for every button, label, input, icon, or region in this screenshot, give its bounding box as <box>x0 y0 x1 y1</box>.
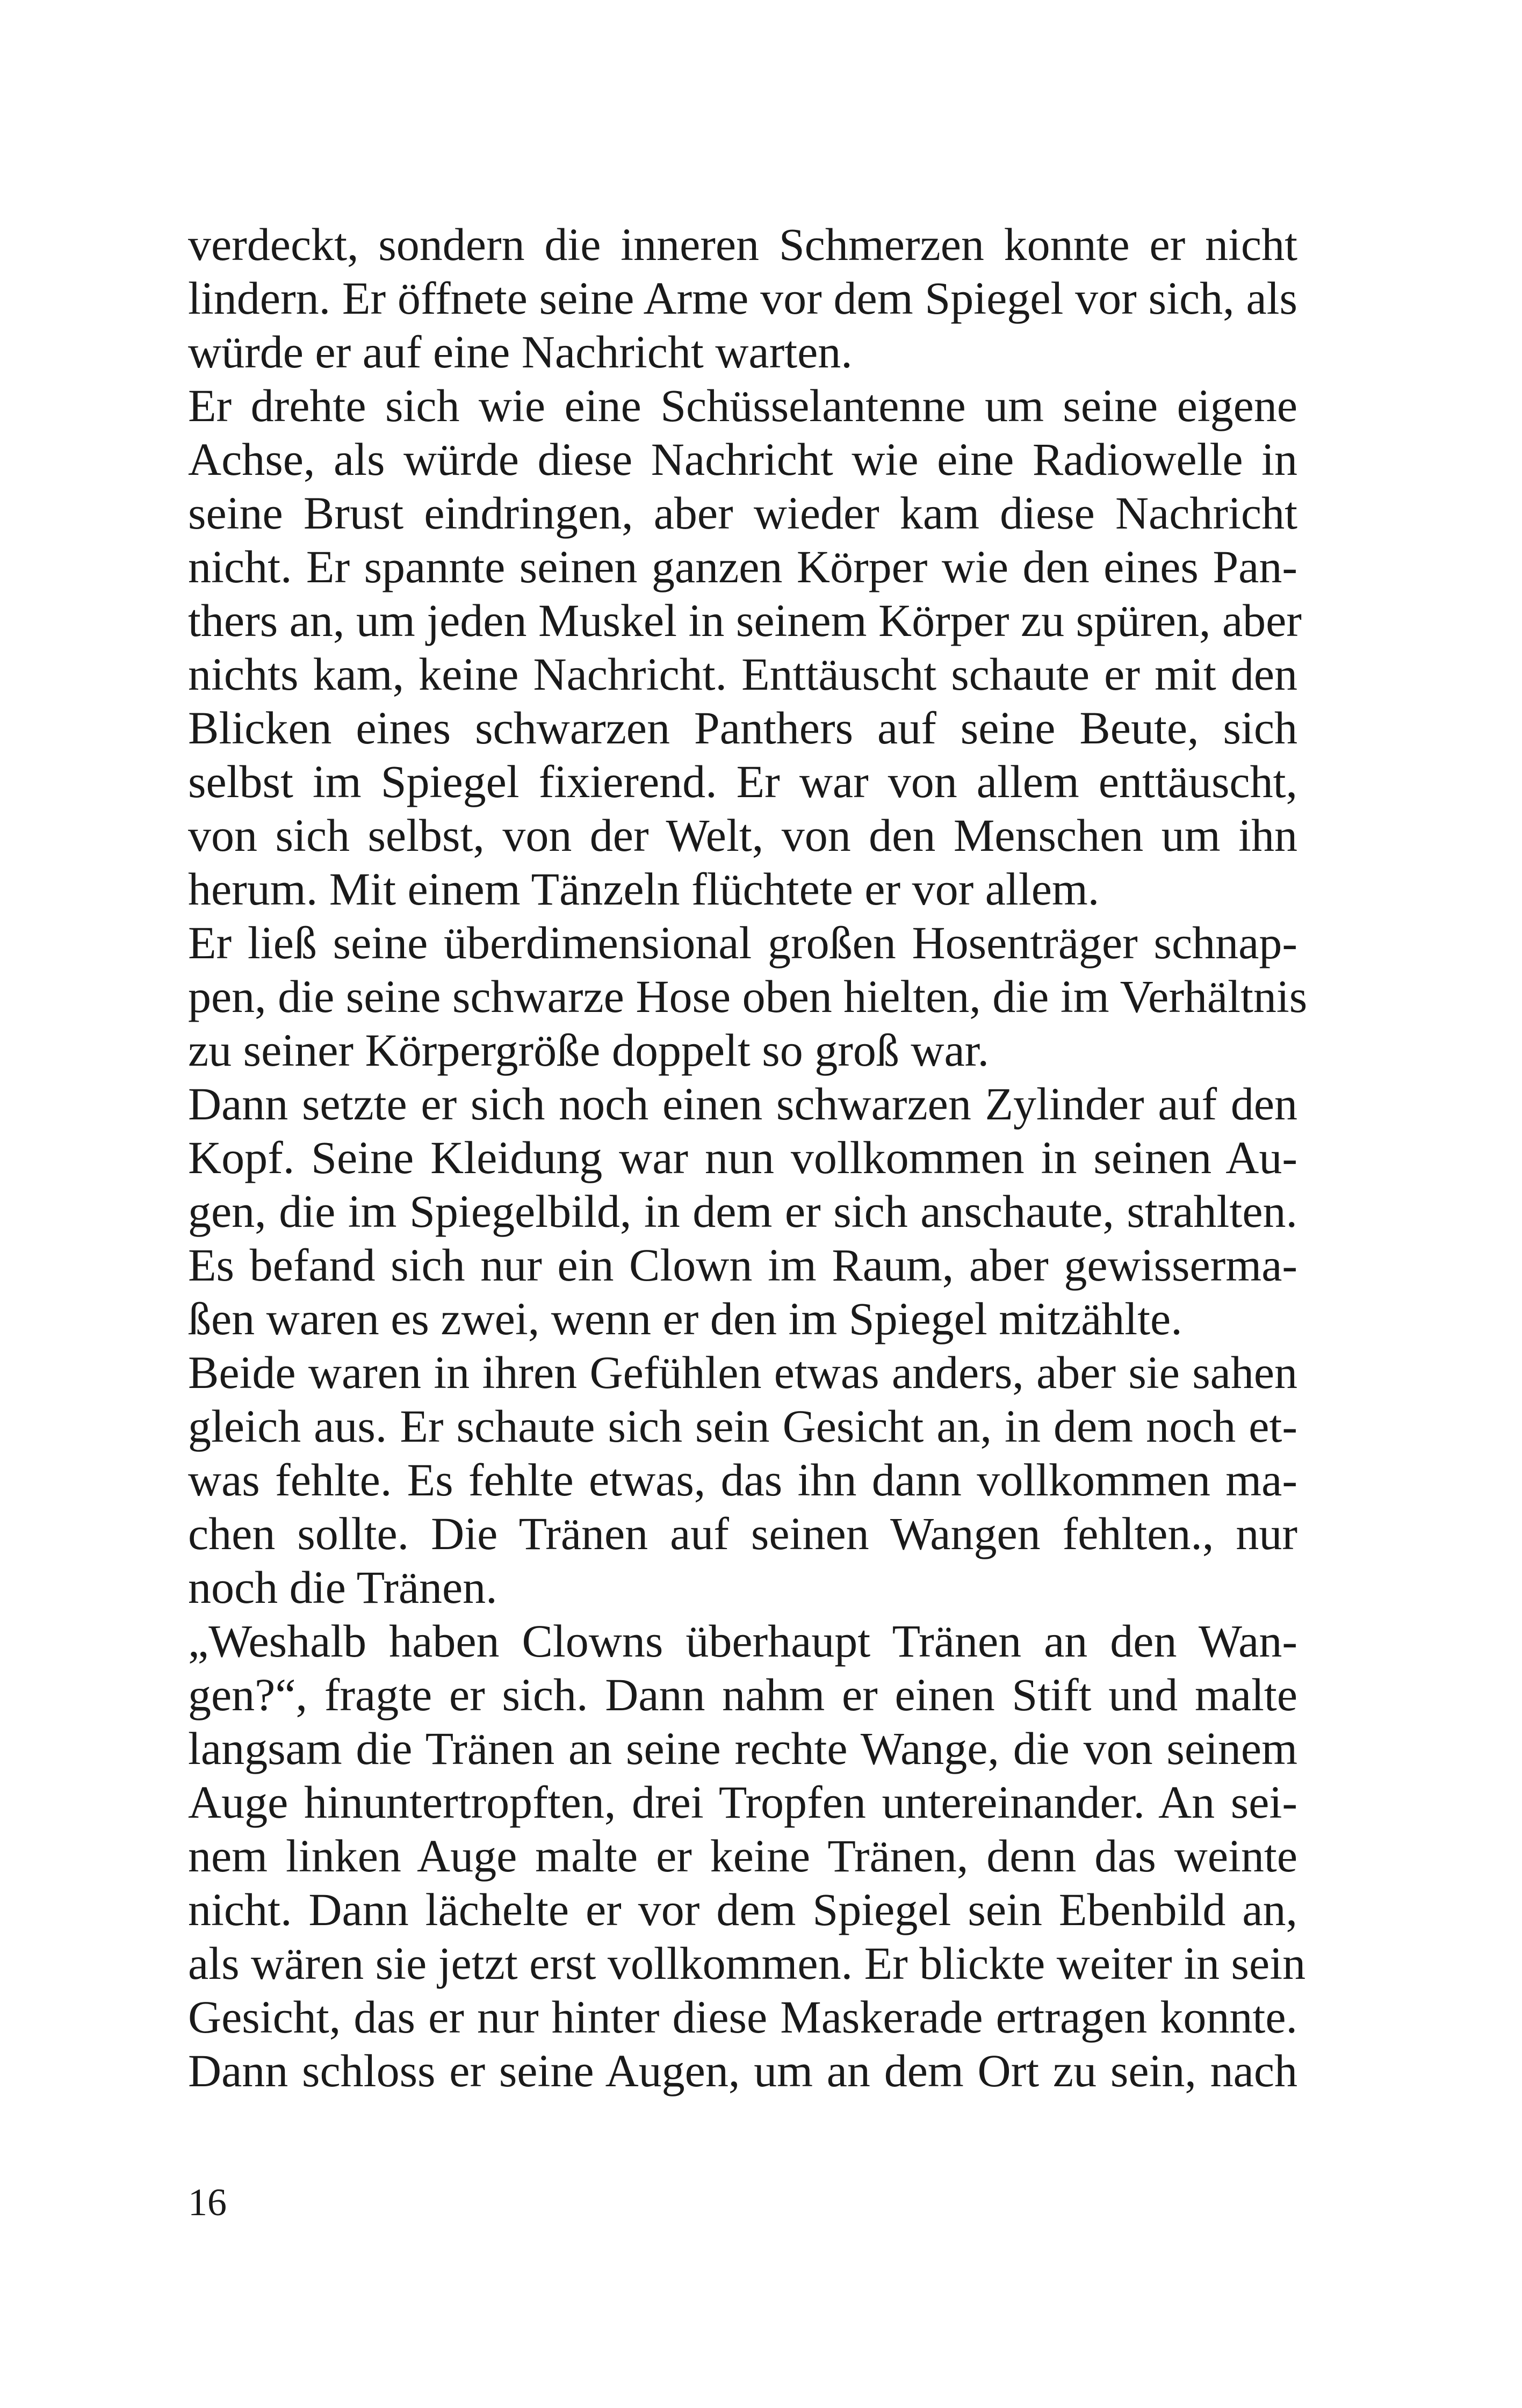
text-line: Auge hinuntertropften, drei Tropfen untereinander. An sei- <box>188 1776 1297 1828</box>
text-line: pen, die seine schwarze Hose oben hielten, die im Verhältnis <box>188 971 1308 1022</box>
text-line: Dann schloss er seine Augen, um an dem Ort zu sein, nach <box>188 2045 1297 2096</box>
text-line: nicht. Dann lächelte er vor dem Spiegel sein Ebenbild an, <box>188 1884 1297 1935</box>
text-line: zu seiner Körpergröße doppelt so groß war. <box>188 1024 990 1076</box>
text-line: selbst im Spiegel fixierend. Er war von allem enttäuscht, <box>188 756 1297 807</box>
text-line: Achse, als würde diese Nachricht wie eine Radiowelle in <box>188 433 1297 485</box>
text-line: ßen waren es zwei, wenn er den im Spiegel mitzählte. <box>188 1293 1182 1344</box>
text-line: von sich selbst, von der Welt, von den Menschen um ihn <box>188 809 1297 861</box>
text-line: Blicken eines schwarzen Panthers auf seine Beute, sich <box>188 702 1297 754</box>
text-line: seine Brust eindringen, aber wieder kam diese Nachricht <box>188 487 1297 539</box>
text-line: gleich aus. Er schaute sich sein Gesicht an, in dem noch et- <box>188 1400 1297 1452</box>
text-line: würde er auf eine Nachricht warten. <box>188 326 853 378</box>
text-line: verdeckt, sondern die inneren Schmerzen konnte er nicht <box>188 219 1297 270</box>
body-text <box>188 218 1308 2098</box>
text-line: nicht. Er spannte seinen ganzen Körper wie den eines Pan- <box>188 541 1297 592</box>
text-line: Kopf. Seine Kleidung war nun vollkommen in seinen Au- <box>188 1132 1297 1183</box>
text-line: „Weshalb haben Clowns überhaupt Tränen an den Wan- <box>188 1615 1297 1667</box>
text-line: Gesicht, das er nur hinter diese Maskerade ertragen konnte. <box>188 1991 1297 2043</box>
text-line: langsam die Tränen an seine rechte Wange, die von seinem <box>188 1723 1297 1774</box>
text-line: Beide waren in ihren Gefühlen etwas anders, aber sie sahen <box>188 1347 1297 1398</box>
text-line: nem linken Auge malte er keine Tränen, denn das weinte <box>188 1830 1297 1882</box>
text-line: Er ließ seine überdimensional großen Hosenträger schnap- <box>188 917 1297 968</box>
text-line: gen, die im Spiegelbild, in dem er sich anschaute, strahlten. <box>188 1185 1297 1237</box>
text-line: was fehlte. Es fehlte etwas, das ihn dann vollkommen ma- <box>188 1454 1297 1506</box>
text-line: nichts kam, keine Nachricht. Enttäuscht schaute er mit den <box>188 648 1297 700</box>
text-line: als wären sie jetzt erst vollkommen. Er blickte weiter in sein <box>188 1937 1306 1989</box>
text-line: Er drehte sich wie eine Schüsselantenne um seine eigene <box>188 380 1297 431</box>
text-line: thers an, um jeden Muskel in seinem Körper zu spüren, aber <box>188 595 1302 646</box>
page-number: 16 <box>188 2181 227 2224</box>
text-line: lindern. Er öffnete seine Arme vor dem Spiegel vor sich, als <box>188 272 1297 324</box>
text-line: herum. Mit einem Tänzeln flüchtete er vor allem. <box>188 863 1100 915</box>
text-line: gen?“, fragte er sich. Dann nahm er einen Stift und malte <box>188 1669 1297 1720</box>
text-line: chen sollte. Die Tränen auf seinen Wangen fehlten., nur <box>188 1508 1297 1559</box>
text-line: Es befand sich nur ein Clown im Raum, aber gewisserma- <box>188 1239 1297 1291</box>
text-line: noch die Tränen. <box>188 1561 497 1613</box>
text-line: Dann setzte er sich noch einen schwarzen Zylinder auf den <box>188 1078 1297 1130</box>
